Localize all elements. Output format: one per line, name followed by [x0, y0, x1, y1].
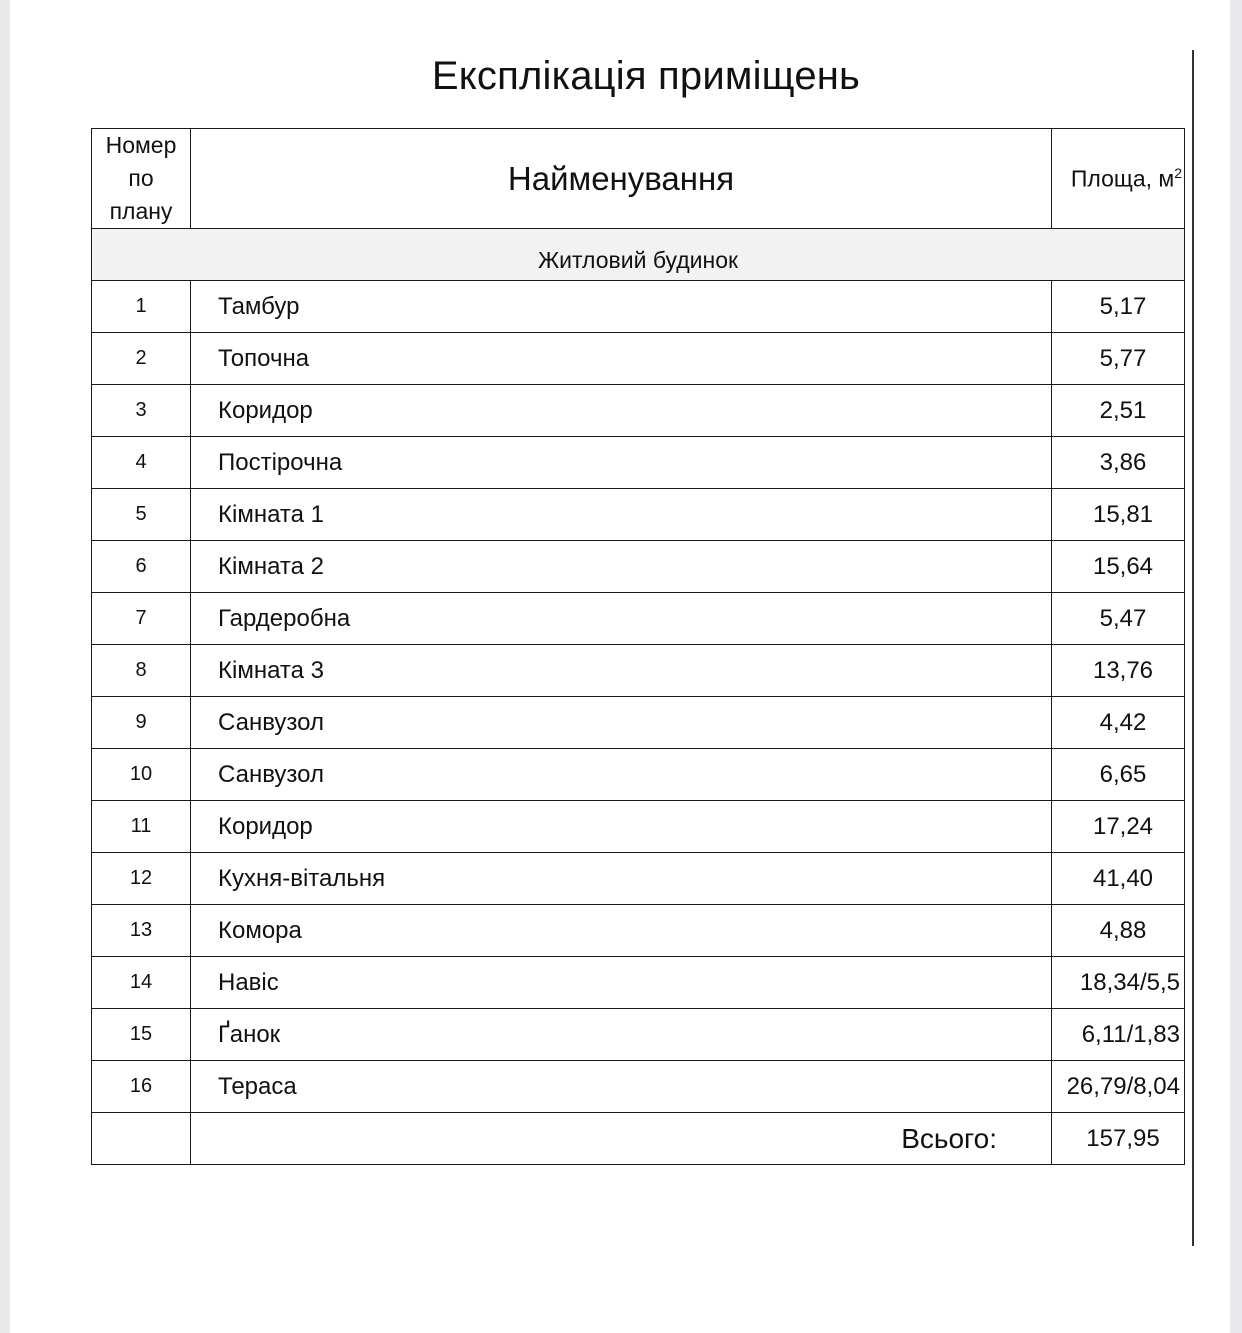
room-name: Кімната 1: [191, 489, 1052, 541]
room-number: 9: [92, 697, 191, 749]
document-title-text: Експлікація приміщень: [431, 54, 861, 98]
room-number: 3: [92, 385, 191, 437]
room-number: 10: [92, 749, 191, 801]
room-name: Топочна: [191, 333, 1052, 385]
room-name: Ґанок: [191, 1009, 1052, 1061]
room-name: Санвузол: [191, 749, 1052, 801]
room-area: 15,64: [1052, 541, 1185, 593]
total-row: [92, 1113, 1185, 1165]
room-name: Кімната 2: [191, 541, 1052, 593]
explication-table: [91, 128, 1185, 1165]
room-number: 11: [92, 801, 191, 853]
table-row: [92, 905, 1185, 957]
room-area: 3,86: [1052, 437, 1185, 489]
section-title: Житловий будинок: [92, 229, 1185, 281]
header-number-line: по: [128, 165, 154, 191]
room-name: Коридор: [191, 801, 1052, 853]
table-row: [92, 593, 1185, 645]
room-area: 26,79/8,04: [1052, 1061, 1185, 1113]
table-row: [92, 957, 1185, 1009]
table-header-row: [92, 129, 1185, 229]
room-name: Гардеробна: [191, 593, 1052, 645]
room-number: 16: [92, 1061, 191, 1113]
room-area: 5,77: [1052, 333, 1185, 385]
header-area-superscript: 2: [1174, 164, 1182, 181]
table-row: [92, 281, 1185, 333]
document-title: [90, 50, 1242, 102]
total-label: Всього:: [191, 1113, 1052, 1165]
room-area: 5,47: [1052, 593, 1185, 645]
room-area: 6,11/1,83: [1052, 1009, 1185, 1061]
room-area: 17,24: [1052, 801, 1185, 853]
table-row: [92, 749, 1185, 801]
explication-table-wrapper: [91, 128, 1185, 1165]
room-name: Постірочна: [191, 437, 1052, 489]
room-number: 14: [92, 957, 191, 1009]
table-row: [92, 853, 1185, 905]
document-page: [10, 0, 1230, 1333]
section-row: [92, 229, 1185, 281]
room-area: 18,34/5,5: [1052, 957, 1185, 1009]
room-number: 13: [92, 905, 191, 957]
header-number-line: плану: [109, 198, 173, 224]
header-number: [92, 129, 191, 229]
room-name: Санвузол: [191, 697, 1052, 749]
room-name: Навіс: [191, 957, 1052, 1009]
header-area: [1052, 129, 1185, 229]
room-number: 2: [92, 333, 191, 385]
table-row: [92, 645, 1185, 697]
room-name: Комора: [191, 905, 1052, 957]
header-area-text: Площа, м: [1070, 165, 1175, 192]
table-row: [92, 1061, 1185, 1113]
room-area: 2,51: [1052, 385, 1185, 437]
total-empty-cell: [92, 1113, 191, 1165]
table-row: [92, 801, 1185, 853]
room-area: 41,40: [1052, 853, 1185, 905]
room-number: 8: [92, 645, 191, 697]
room-name: Тамбур: [191, 281, 1052, 333]
room-area: 13,76: [1052, 645, 1185, 697]
header-number-line: Номер: [105, 132, 177, 158]
room-number: 12: [92, 853, 191, 905]
room-name: Тераса: [191, 1061, 1052, 1113]
room-name: Коридор: [191, 385, 1052, 437]
room-area: 5,17: [1052, 281, 1185, 333]
room-number: 1: [92, 281, 191, 333]
table-row: [92, 1009, 1185, 1061]
room-number: 15: [92, 1009, 191, 1061]
table-row: [92, 541, 1185, 593]
header-name: Найменування: [191, 129, 1052, 229]
room-area: 4,88: [1052, 905, 1185, 957]
table-row: [92, 437, 1185, 489]
room-name: Кухня-вітальня: [191, 853, 1052, 905]
table-row: [92, 489, 1185, 541]
room-number: 4: [92, 437, 191, 489]
table-row: [92, 697, 1185, 749]
page-border-line: [1192, 50, 1194, 1246]
total-value: 157,95: [1052, 1113, 1185, 1165]
table-row: [92, 385, 1185, 437]
room-area: 15,81: [1052, 489, 1185, 541]
room-number: 6: [92, 541, 191, 593]
room-area: 6,65: [1052, 749, 1185, 801]
room-name: Кімната 3: [191, 645, 1052, 697]
table-row: [92, 333, 1185, 385]
room-number: 5: [92, 489, 191, 541]
room-area: 4,42: [1052, 697, 1185, 749]
room-number: 7: [92, 593, 191, 645]
